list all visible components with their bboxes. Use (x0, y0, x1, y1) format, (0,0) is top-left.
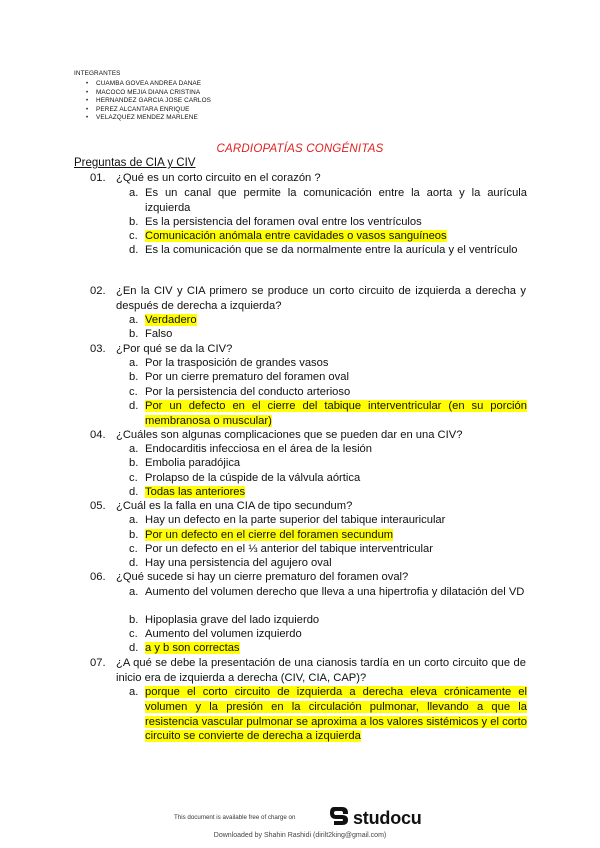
question-text: ¿Qué es un corto circuito en el corazón ? (116, 172, 321, 184)
option-text: Falso (145, 328, 173, 340)
option-letter: a. (129, 686, 139, 698)
option-3b (129, 370, 527, 385)
option-2a (129, 313, 527, 328)
studocu-logo-word: studocu (353, 808, 422, 828)
option-letter: b. (129, 328, 139, 340)
question-number: 04. (90, 429, 106, 441)
question-text: ¿Qué sucede si hay un cierre prematuro del foramen oval? (116, 571, 409, 583)
option-5d (129, 556, 527, 571)
studocu-logo[interactable] (330, 805, 422, 832)
document-title: CARDIOPATÍAS CONGÉNITAS (216, 143, 384, 155)
question-text: ¿Cuáles son algunas complicaciones que se pueden dar en una CIV? (116, 429, 463, 441)
option-text: Es un canal que permite la comunicación entre la aorta y la aurícula izquierda (145, 187, 527, 214)
option-letter: d. (129, 400, 139, 412)
question-number: 03. (90, 343, 106, 355)
option-letter: c. (129, 543, 138, 555)
option-text: Por la trasposición de grandes vasos (145, 357, 329, 369)
option-text-highlighted: Comunicación anómala entre cavidades o vasos sanguíneos (145, 230, 447, 242)
option-letter: c. (129, 472, 138, 484)
option-text: Por un defecto en el ⅓ anterior del tabique interventricular (145, 543, 433, 555)
section-heading: Preguntas de CIA y CIV (74, 157, 196, 169)
studocu-logo-icon (330, 805, 350, 832)
option-text: Prolapso de la cúspide de la válvula aórtica (145, 472, 361, 484)
question-4 (90, 428, 526, 443)
question-3 (90, 342, 526, 357)
option-7a (129, 685, 527, 744)
option-letter: b. (129, 216, 139, 228)
option-6a (129, 585, 527, 600)
option-4c (129, 471, 527, 486)
option-3c (129, 385, 527, 400)
option-letter: a. (129, 187, 139, 199)
option-text-highlighted: a y b son correctas (145, 642, 240, 654)
footer-downloaded-text: Downloaded by Shahin Rashidi (dirilt2king@gmail.com) (213, 832, 387, 839)
integrantes-block (74, 70, 211, 123)
option-text: Es la persistencia del foramen oval entre los ventrículos (145, 216, 422, 228)
option-letter: a. (129, 443, 139, 455)
option-text-highlighted: Todas las anteriores (145, 486, 246, 498)
integrante-name: • VELAZQUEZ MENDEZ MARLENE (74, 114, 211, 123)
footer-available-text: This document is available free of charge on (174, 814, 296, 821)
option-letter: b. (129, 371, 139, 383)
integrante-name: • CUAMBA GOVEA ANDREA DANAE (74, 80, 211, 89)
option-text: Hay una persistencia del agujero oval (145, 557, 332, 569)
option-5a (129, 513, 527, 528)
option-4a (129, 442, 527, 457)
option-text: Es la comunicación que se da normalmente entre la aurícula y el ventrículo (145, 244, 518, 256)
question-number: 07. (90, 657, 106, 669)
integrante-name: • PEREZ ALCANTARA ENRIQUE (74, 106, 211, 115)
option-letter: d. (129, 642, 139, 654)
option-6d (129, 641, 527, 656)
question-text: ¿A qué se debe la presentación de una cianosis tardía en un corto circuito que de inicio era de izquierda a derecha (CIV, CIA, CAP)? (116, 657, 526, 684)
option-letter: b. (129, 529, 139, 541)
option-text-highlighted: Por un defecto en el cierre del tabique interventricular (en su porción membranosa o muscular) (145, 400, 527, 427)
option-text: Hipoplasia grave del lado izquierdo (145, 614, 320, 626)
option-1d (129, 243, 527, 258)
option-1a (129, 186, 527, 216)
integrantes-list (74, 80, 211, 123)
question-text: ¿Por qué se da la CIV? (116, 343, 233, 355)
question-text: ¿En la CIV y CIA primero se produce un corto circuito de izquierda a derecha y después de derecha a izquierda? (116, 285, 526, 312)
option-5b (129, 528, 527, 543)
option-letter: d. (129, 486, 139, 498)
option-letter: c. (129, 628, 138, 640)
option-text: Endocarditis infecciosa en el área de la lesión (145, 443, 372, 455)
question-number: 01. (90, 172, 106, 184)
question-6 (90, 570, 526, 585)
question-5 (90, 499, 526, 514)
option-6b (129, 613, 527, 628)
option-text: Hay un defecto en la parte superior del tabique interauricular (145, 514, 446, 526)
question-number: 02. (90, 285, 106, 297)
option-4b (129, 456, 527, 471)
option-6c (129, 627, 527, 642)
question-text: ¿Cuál es la falla en una CIA de tipo secundum? (116, 500, 353, 512)
option-text-highlighted: Verdadero (145, 314, 197, 326)
option-letter: c. (129, 230, 138, 242)
option-text: Embolia paradójica (145, 457, 241, 469)
option-1b (129, 215, 527, 230)
option-2b (129, 327, 527, 342)
question-number: 06. (90, 571, 106, 583)
option-letter: a. (129, 314, 139, 326)
option-text: Por la persistencia del conducto arterioso (145, 386, 351, 398)
option-3a (129, 356, 527, 371)
option-letter: a. (129, 514, 139, 526)
option-4d (129, 485, 527, 500)
option-text: Por un cierre prematuro del foramen oval (145, 371, 349, 383)
integrante-name: • HERNANDEZ GARCIA JOSE CARLOS (74, 97, 211, 106)
option-letter: d. (129, 557, 139, 569)
question-number: 05. (90, 500, 106, 512)
question-7 (90, 656, 526, 686)
option-letter: a. (129, 586, 139, 598)
option-letter: b. (129, 614, 139, 626)
option-text-highlighted: porque el corto circuito de izquierda a derecha eleva crónicamente el volumen y la presión en la circulación pulmonar, llevando a que la resistencia vascular pulmonar se aproxima a los valores sistémicos y el corto circuito se convierte de derecha a izquierda (145, 686, 527, 743)
option-letter: d. (129, 244, 139, 256)
option-text: Aumento del volumen derecho que lleva a una hipertrofia y dilatación del VD (145, 586, 525, 598)
option-text-highlighted: Por un defecto en el cierre del foramen secundum (145, 529, 394, 541)
option-3d (129, 399, 527, 429)
question-1 (90, 171, 526, 186)
option-text: Aumento del volumen izquierdo (145, 628, 302, 640)
option-letter: b. (129, 457, 139, 469)
integrante-name: • MACOCO MEJIA DIANA CRISTINA (74, 89, 211, 98)
option-5c (129, 542, 527, 557)
question-2 (90, 284, 526, 314)
option-letter: c. (129, 386, 138, 398)
option-letter: a. (129, 357, 139, 369)
integrantes-label: INTEGRANTES (74, 70, 121, 77)
option-1c (129, 229, 527, 244)
